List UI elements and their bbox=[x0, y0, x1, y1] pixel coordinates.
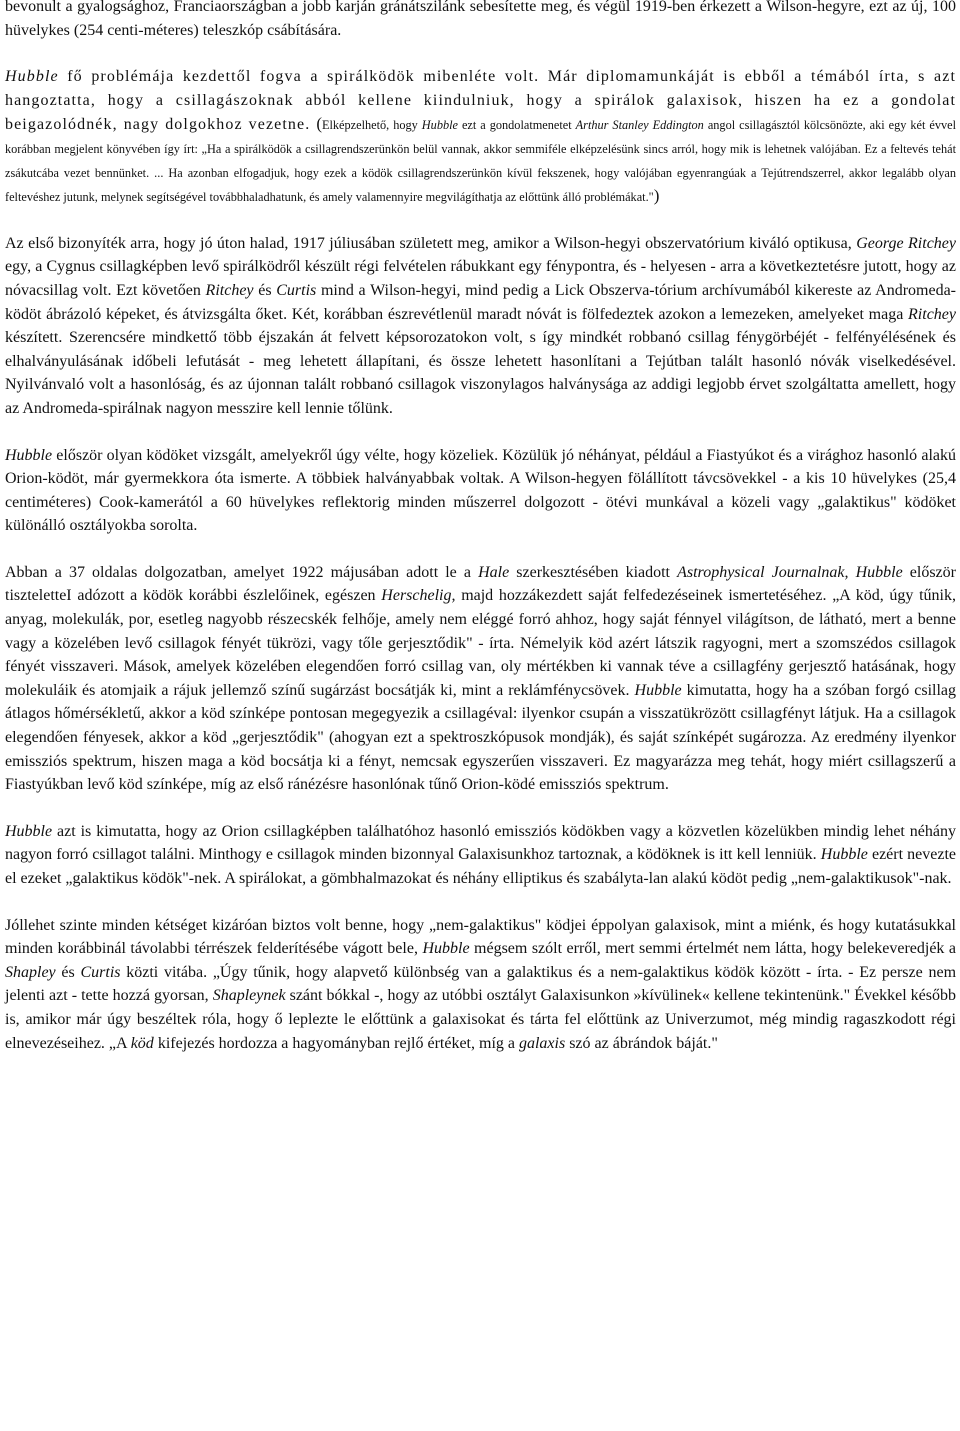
italic-text-run: Hubble bbox=[421, 118, 458, 133]
text-run: bevonult a gyalogsághoz, Franciaországban a jobb karján gránátszilánk sebesítette meg, és végül 1919-ben érkezett a Wilson-hegyre, ezt az új, 100 hüvelykes (254 centi-méteres) teleszkóp csábítására. bbox=[5, 0, 956, 39]
paragraph-intro bbox=[5, 0, 956, 42]
text-run: kimutatta, hogy ha a szóban forgó csillag átlagos hőmérsékletű, akkor a köd színképe pontosan megegyezik a csillagéval: ilyenkor csupán a visszatükrözött csillagfényt látjuk. Ha a csillagok elegendően fényesek, akkor a köd „gerjesztődik" (ahogyan ezt a spektroszkópusok mondják), és saját színképét sugározza. Az eredmény ilyenkor emissziós spektrum, hiszen maga a köd bocsátja ki a fényt, nemcsak egyszerűen visszaveri. Ez magyarázza meg tehát, hogy miért csillagszerű a Fiastyúkban levő köd színképe, míg az első ránézésre hasonlónak tűnő Orion-ködé emissziós spektrum. bbox=[5, 681, 957, 794]
text-run: Elképzelhető, hogy bbox=[321, 118, 422, 133]
text-run: majd hozzákezdett saját felfedezéseinek ismertetéséhez. „A köd, úgy tűnik, anyag, molekulák, por, esetleg nagyobb részecskék felhője, amely nem eléggé forró ahhoz, hogy saját fénnyel világítson, de látható, mert a benne vagy a közelében levő csillagok fényét tükrözi, vagy tőle gerjesztődik" - írta. Némelyik köd azért látszik ragyogni, mert a szomszédos csillagok fényét visszaveri. Mások, amelyek közelében elegendően forró csillag van, oly mértékben ki vannak téve a csillagfény gerjesztő hatásának, hogy molekuláik és atomjaik a rájuk jellemző színű sugárzást bocsátják ki, mint a reklámfénycsövek. bbox=[5, 587, 956, 699]
italic-text-run: Hubble bbox=[5, 446, 53, 464]
italic-text-run: Astrophysical Journalnak, Hubble bbox=[677, 563, 903, 581]
text-run: ( bbox=[316, 114, 322, 134]
italic-text-run: Hubble bbox=[422, 940, 470, 958]
text-run: készített. Szerencsére mindkettő több éjszakán át felvett képsorozatokon volt, s így mindkét robbanó csillag fénygörbéjét - felfényélésének és elhalványulásának időbeli lefutását - meg lehetett állapítani, és össze lehetett hasonlítani a Tejútban talált hasonló nóvák viselkedésével. Nyilvánvaló volt a hasonlóság, és az újonnan talált robbanó csillagok viszonylagos halványsága az addigi legjobb érvet szolgáltatta amellett, hogy az Andromeda-spirálnak nagyon messzire kell lennie tőlünk. bbox=[5, 329, 956, 417]
text-run: és bbox=[253, 281, 277, 299]
text-run: kifejezés hordozza a hagyományban rejlő értéket, míg a bbox=[153, 1034, 519, 1052]
paragraph-dissertation bbox=[5, 561, 956, 797]
text-run: szánt bókkal -, hogy az utóbbi osztályt Galaxisunkon »kívülinek« kellene tekintenünk." Évekkel később is, amikor már úgy beszéltek róla, hogy ő leplezte le előttünk a galaxisokat és tárta fel előttünk az Univerzumot, még mindig ragaszkodott régi elnevezéseihez. „A bbox=[5, 987, 957, 1052]
italic-text-run: Ritchey bbox=[908, 305, 956, 323]
paragraph-first-evidence bbox=[5, 232, 956, 421]
italic-text-run: Arthur Stanley Eddington bbox=[575, 118, 704, 133]
text-run: szó az ábrándok báját." bbox=[565, 1034, 718, 1052]
italic-text-run: köd bbox=[130, 1034, 154, 1052]
text-run: azt is kimutatta, hogy az Orion csillagképben találhatóhoz hasonló emissziós ködökben vagy a közvetlen közelükben mindig lehet néhány nagyon forró csillagot találni. Minthogy e csillagok minden bizonnyal Galaxisunkhoz tartoznak, a ködöknek is itt kell lenniük. bbox=[5, 822, 956, 864]
italic-text-run: Ritchey bbox=[205, 281, 254, 299]
italic-text-run: Curtis bbox=[80, 963, 121, 981]
text-run: először olyan ködöket vizsgált, amelyekről úgy vélte, hogy közeliek. Közülük jó néhányat, például a Fiastyúkot és a virághoz hasonló alakú Orion-ködöt, már gyermekkora óta ismerte. A többiek halványabbak voltak. A Wilson-hegyen fölállított távcsövekkel - a kis 10 hüvelykes (25,4 centiméteres) Cook-kamerától a 60 hüvelykes reflektorig minden műszerrel dolgozott - ötévi munkával a közeli vagy „galaktikus" ködöket különálló osztályokba sorolta. bbox=[5, 446, 956, 535]
paragraph-nomenclature bbox=[5, 914, 956, 1056]
text-run: Jóllehet szinte minden kétséget kizáróan biztos volt benne, hogy „nem-galaktikus" ködjei éppolyan galaxisok, mint a miénk, és hogy kutatásukkal minden korábbinál távolabbi térrészek felderítésébe vágott bele, bbox=[5, 916, 956, 958]
text-run: és bbox=[55, 963, 81, 981]
paragraph-near-nebulae bbox=[5, 444, 956, 538]
italic-text-run: Shapley bbox=[5, 963, 56, 981]
text-run: ezt a gondolatmenetet bbox=[458, 118, 576, 133]
text-run: ezért nevezte el ezeket „galaktikus ködök"-nek. A spirálokat, a gömbhalmazokat és néhány elliptikus és szabályta-lan alakú ködöt pedig „nem-galaktikusok"-nak. bbox=[5, 846, 957, 887]
italic-text-run: Hale bbox=[478, 563, 510, 581]
text-run: egy, a Cygnus csillagképben levő spirálködről készült régi felvételen rábukkant egy fénypontra, és - helyesen - arra a következtetésre jutott, hogy az nóvacsillag volt. Ezt követően bbox=[5, 258, 956, 299]
italic-text-run: Hubble bbox=[5, 68, 59, 86]
text-run: Az első bizonyíték arra, hogy jó úton halad, 1917 júliusában született meg, amikor a Wilson-hegyi obszervatórium kiváló optikusa, bbox=[5, 234, 857, 252]
italic-text-run: Curtis bbox=[276, 281, 317, 299]
paragraph-hubble-problem bbox=[5, 65, 956, 209]
text-run: fő problémája kezdettől fogva a spirálködök mibenléte volt. Már diplomamunkáját is ebből a témából írta, s azt hangoztatta, hogy a csillagászoknak abból kellene kiindulniuk, hogy a spirálok galaxisok, hiszen ha ez a gondolat beigazolódnék, nagy dolgokhoz vezetne. bbox=[5, 68, 956, 134]
text-run: angol csillagásztól kölcsönözte, aki egy két évvel korábban megjelent könyvében így írt: „Ha a spirálködök a csillagrendszerünkön belül vannak, akkor semmiféle elképzelésünk sincs arról, hogy mik is lehetnek valójában. Ez a feltevés tehát zsákutcába vezet bennünket. ... Ha azonban elfogadjuk, hogy ezek a ködök csillagrendszerünkön kívül fekszenek, hogy valójában egyenrangúak a Tejútrendszerrel, akkor legalább olyan feltevéshez jutunk, melynek segítségével továbbhaladhatunk, és amely valamennyire megvilágíthatja az előttünk álló problémákat." bbox=[5, 118, 957, 205]
text-run: mind a Wilson-hegyi, mind pedig a Lick Obszerva-tórium archívumából kikereste az Andromeda-ködöt ábrázoló képeket, és átvizsgálta őket. Két, korábban észrevétlenül maradt nóvát is fölfedeztek azokon a lemezeken, amelyeket maga bbox=[5, 281, 957, 323]
italic-text-run: George Ritchey bbox=[856, 234, 957, 252]
text-run: közti vitába. „Úgy tűnik, hogy alapvető különbség van a galaktikus és a nem-galaktikus ködök között - írta. - Ez persze nem jelenti azt - tette hozzá gyorsan, bbox=[5, 963, 957, 1005]
italic-text-run: Hubble bbox=[5, 822, 53, 840]
text-run: Abban a 37 oldalas dolgozatban, amelyet 1922 májusában adott le a bbox=[5, 563, 479, 581]
italic-text-run: Shapleynek bbox=[212, 987, 286, 1005]
text-run: először tiszteletteI adózott a ködök korábbi észlelőinek, egészen bbox=[5, 563, 956, 605]
italic-text-run: Hubble bbox=[634, 681, 682, 699]
text-run: ) bbox=[653, 186, 660, 206]
text-run: mégsem szólt erről, mert semmi értelmét nem látta, hogy belekeveredjék a bbox=[469, 940, 957, 958]
italic-text-run: Herschelig, bbox=[381, 587, 456, 605]
italic-text-run: galaxis bbox=[518, 1034, 566, 1052]
paragraph-emission-nebulae bbox=[5, 820, 956, 891]
text-run: szerkesztésében kiadott bbox=[509, 563, 678, 581]
italic-text-run: Hubble bbox=[820, 846, 868, 864]
